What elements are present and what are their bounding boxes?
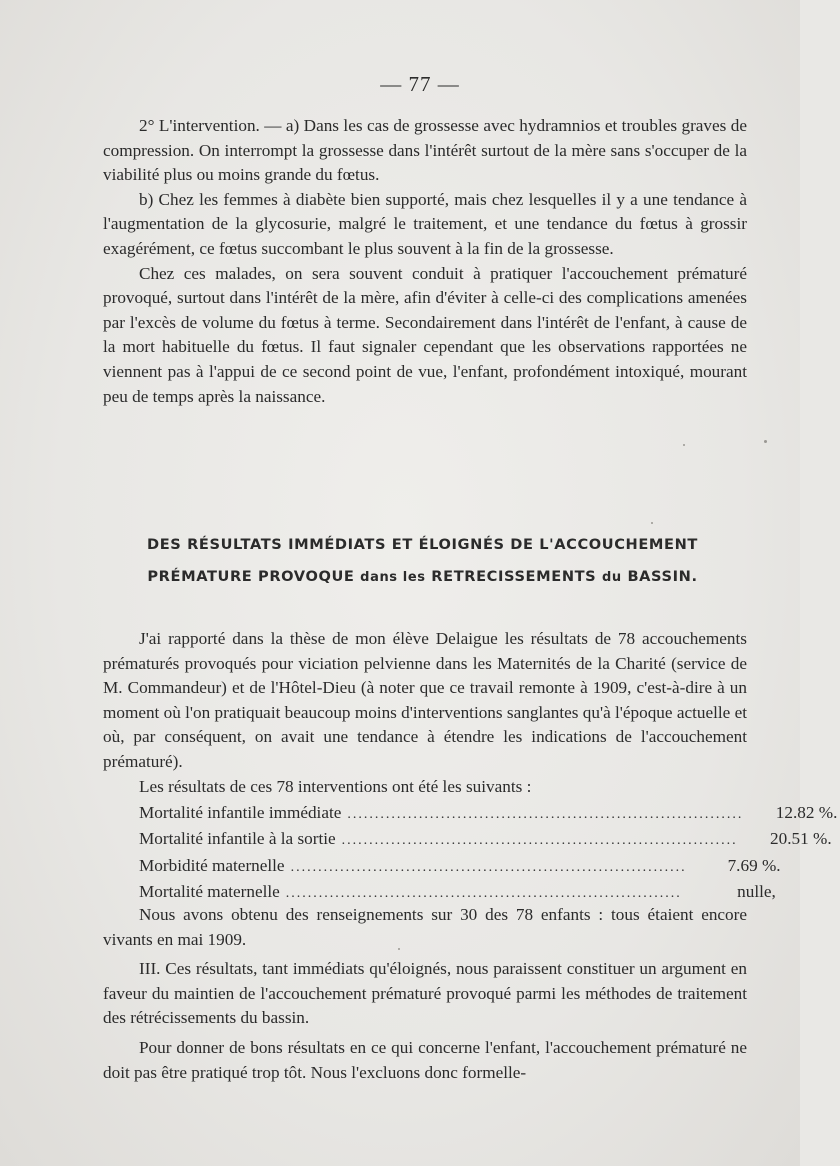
heading-segment: du xyxy=(601,570,622,585)
statistic-value: nulle, xyxy=(737,882,776,902)
paragraph-argument: III. Ces résultats, tant immédiats qu'éloignés, nous paraissent constituer un argument en faveur du maintien de l'accouchement prématuré provoqué parmi les méthodes de traitement des rétrécissements du bassin. xyxy=(103,959,747,1028)
statistic-row xyxy=(139,854,781,880)
heading-segment: BASSIN. xyxy=(627,568,698,585)
statistic-value: 12.82 %. xyxy=(775,803,838,822)
paragraph-results-intro: J'ai rapporté dans la thèse de mon élève Delaigue les résultats de 78 accouchements prématurés provoqués pour viciation pelvienne dans les Maternités de la Charité (service de M. Commandeur) et de l'Hôtel-Dieu (à noter que ce travail remonte à 1909, c'est-à-dire à un moment où l'on pratiquait beaucoup moins d'interventions sanglantes qu'à l'époque actuelle et où, par conséquent, on avait une tendance à étendre les indications de l'accouchement prématuré). xyxy=(103,629,747,771)
statistic-label: Mortalité maternelle xyxy=(139,882,280,902)
statistic-label: Mortalité infantile immédiate xyxy=(139,803,342,822)
paragraph-results-lead: Les résultats de ces 78 interventions ont été les suivants : xyxy=(139,776,532,796)
section-heading-line-2 xyxy=(60,561,785,593)
paper-speck xyxy=(651,522,653,524)
heading-segment: RETRECISSEMENTS xyxy=(431,568,597,585)
paper-speck xyxy=(398,948,400,950)
paragraph-intervention-c: Chez ces malades, on sera souvent conduit à pratiquer l'accouchement prématuré provoqué, surtout dans l'intérêt de la mère, afin d'éviter à celle-ci des complications amenées par l'excès de volume du fœtus à terme. Secondairement dans l'intérêt de l'enfant, à cause de la mort habituelle du fœtus. Il faut signaler cependant que les observations rapportées ne viennent pas à l'appui de ce second point de vue, l'enfant, profondément intoxiqué, mourant peu de temps après la naissance. xyxy=(103,263,747,406)
statistic-label: Morbidité maternelle xyxy=(139,855,285,875)
statistic-value: 20.51 %. xyxy=(770,829,832,849)
conclusion-section xyxy=(103,903,747,1090)
statistic-label: Mortalité infantile à la sortie xyxy=(139,829,336,849)
results-section xyxy=(103,627,747,799)
statistic-row xyxy=(139,827,832,853)
page-number: — 77 — xyxy=(380,72,460,96)
leader-dots: ........................................................................ xyxy=(285,886,682,902)
paragraph-timing: Pour donner de bons résultats en ce qui concerne l'enfant, l'accouchement prématuré ne doit pas être pratiqué trop tôt. Nous l'excluons donc formelle- xyxy=(103,1037,747,1082)
leader-dots: ........................................................................ xyxy=(347,807,744,822)
paragraph-intervention-a: 2° L'intervention. — a) Dans les cas de grossesse avec hydramnios et troubles graves de compression. On interrompt la grossesse dans l'intérêt surtout de la mère sans s'occuper de la viabilité plus ou moins grande du fœtus. xyxy=(103,116,747,185)
paragraph-intervention-b: b) Chez les femmes à diabète bien supporté, mais chez lesquelles il y a une tendance à l'augmentation de la glycosurie, malgré le traitement, et une tendance du fœtus à grossir exagérément, ce fœtus succombant le plus souvent à la fin de la grossesse. xyxy=(103,189,747,258)
paragraph-children-followup: Nous avons obtenu des renseignements sur 30 des 78 enfants : tous étaient encore vivants en mai 1909. xyxy=(103,905,747,949)
heading-segment: PRÉMATURE PROVOQUE xyxy=(147,568,355,585)
paper-speck xyxy=(683,444,685,446)
leader-dots: ........................................................................ xyxy=(290,859,687,875)
paper-speck xyxy=(764,440,767,443)
heading-segment: dans les xyxy=(360,570,426,585)
statistic-row xyxy=(139,801,838,827)
section-heading-line-1: DES RÉSULTATS IMMÉDIATS ET ÉLOIGNÉS DE L'ACCOUCHEMENT xyxy=(147,536,698,553)
statistic-value: 7.69 %. xyxy=(727,855,781,875)
results-statistics-list xyxy=(139,801,838,907)
leader-dots: ........................................................................ xyxy=(341,833,738,849)
intervention-section xyxy=(103,114,747,409)
